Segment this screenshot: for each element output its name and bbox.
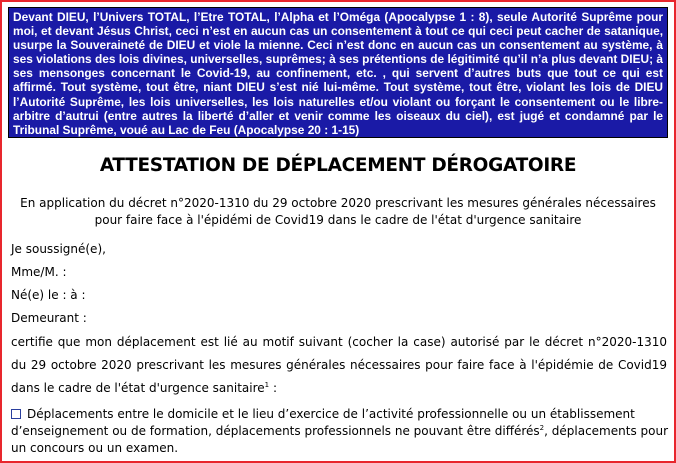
certification-paragraph (11, 331, 667, 400)
choice-text-a: Déplacements entre le domicile et le lieu d’exercice de l’activité professionnelle ou un établissement d’enseignement ou de formation, déplacements professionnels ne pouvant être différés (11, 407, 635, 438)
choice-text-b: , déplacements pour un concours ou un examen. (11, 424, 669, 455)
disclaimer-text: Devant DIEU, l’Univers TOTAL, l’Etre TOTAL, l’Alpha et l’Oméga (Apocalypse 1 : 8), seule Autorité Suprême pour moi, et devant Jésus Christ, ceci n’est en aucun cas un consentement à tout ce qui ceci peut cacher de satanique, usurpe la Souveraineté de DIEU et viole la mienne. Ceci n’est donc en aucun cas un consentement au système, à ses violations des lois divines, universelles, suprêmes; à ses prétentions de légitimité qu’il n’a plus devant DIEU; à ses mensonges concernant le Covid-19, au confinement, etc. , qui servent d’autres buts que tout ce qui est affirmé. Tout système, tout être, niant DIEU s’est nié lui-même. Tout système, tout être, violant les lois de DIEU l’Autorité Suprême, les lois universelles, les lois naturelles et/ou violant ou forçant le consentement ou le libre-arbitre d’autrui (entre autres la liberté d’aller et venir comme les oiseaux du ciel), est jugé et condamné par le Tribunal Suprême, voué au Lac de Feu (Apocalypse 20 : 1-15) (13, 10, 663, 137)
footnote-marker-2: 2 (539, 424, 545, 432)
intro-paragraph: En application du décret n°2020-1310 du 29 octobre 2020 prescrivant les mesures générales nécessaires pour faire face à l'épidémi de Covid19 dans le cadre de l'état d'urgence sanitaire (20, 196, 656, 227)
certification-end: : (269, 381, 277, 395)
certification-text: certifie que mon déplacement est lié au motif suivant (cocher la case) autorisé par le décret n°2020-1310 du 29 octobre 2020 prescrivant les mesures générales nécessaires pour faire face à l'épidémie de Covid19 dans le cadre de l'état d'urgence sanitaire (11, 335, 667, 395)
page-title: ATTESTATION DE DÉPLACEMENT DÉROGATOIRE (99, 155, 577, 176)
field-ne-le: Né(e) le : à : (11, 288, 86, 302)
disclaimer-banner (8, 7, 668, 138)
field-mme-m: Mme/M. : (11, 265, 67, 279)
choice-checkbox[interactable] (11, 409, 21, 419)
choice-item-work (11, 406, 668, 457)
footnote-marker-1: 1 (264, 381, 270, 389)
field-soussigne: Je soussigné(e), (11, 242, 106, 256)
field-demeurant: Demeurant : (11, 311, 87, 325)
